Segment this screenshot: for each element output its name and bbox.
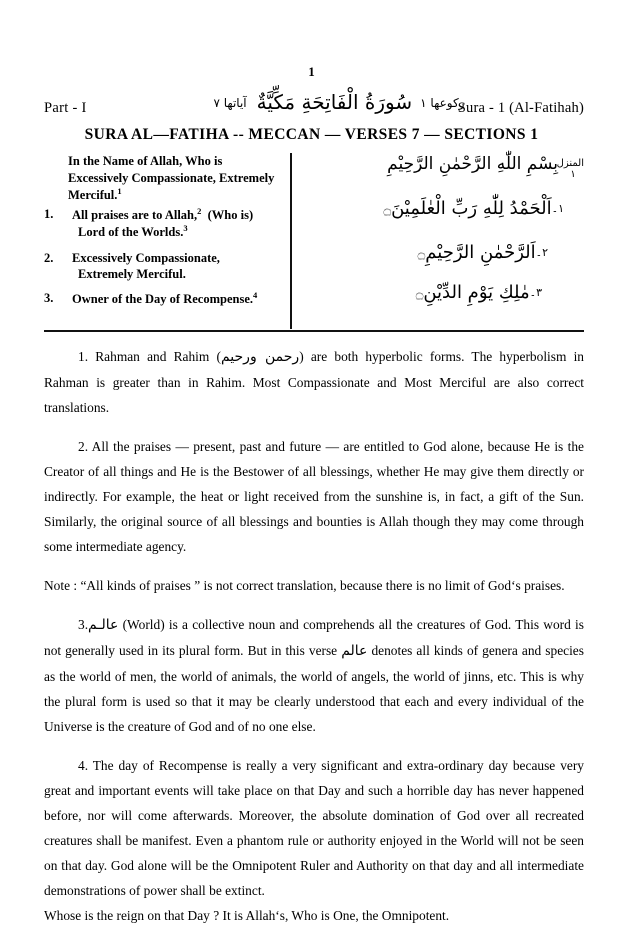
note-1-arabic-term: رحمن ورحیم <box>220 349 300 365</box>
verse-block <box>44 150 584 328</box>
basmala-english-text: In the Name of Allah, Who is Excessively Compassionate, Extremely Merciful. <box>68 154 275 203</box>
note-3-arabic-term-2: عالم <box>341 643 368 659</box>
sura-title: SURA AL—FATIHA -- MECCAN — VERSES 7 — SECTIONS 1 <box>84 126 539 143</box>
verse-line-1: All praises are to Allah, <box>72 208 198 223</box>
commentary-note-3 <box>44 612 584 739</box>
footnote-ref: 1 <box>117 186 122 197</box>
basmala-english <box>68 153 283 204</box>
footnote-ref: 4 <box>253 290 258 300</box>
verse-arabic <box>412 282 548 303</box>
commentary-note-2: 2. All the praises — present, past and future — are entitled to God alone, because He is the Creator of all things and He is the Bestower of all blessings, whether He may give them directly or indirectly. For example, the heat or light received from the sunshine is, in fact, a gift of the Sun. Similarly, the original source of all blessings and bounties is Allah though they may come through some intermediate agency. <box>44 439 584 554</box>
verse-arabic <box>379 198 570 219</box>
verse-english-text <box>72 206 284 241</box>
verse-number: 2. <box>44 251 54 265</box>
commentary-section <box>44 344 584 928</box>
verse-line-1b: (Who is) <box>207 208 254 223</box>
verse-line-2: Lord of the Worlds. <box>78 225 184 240</box>
verse-number: 1. <box>44 207 54 221</box>
note-1-part-a: 1. Rahman and Rahim ( <box>78 349 221 364</box>
ruku-count-label: رکوعها ۱ <box>420 96 465 110</box>
sura-arabic-name: سُورَةُ الْفَاتِحَةِ مَكِّيَّةٌ <box>256 90 413 114</box>
verse-end-mark: ۝ <box>417 247 426 262</box>
verse-row <box>44 206 284 241</box>
verse-english-text <box>72 250 284 283</box>
verse-line-2-wrap <box>78 223 284 240</box>
verse-end-mark: ۝ <box>383 203 392 218</box>
verse-line-1: Excessively Compassionate, <box>72 251 220 265</box>
verse-arabic-number: ۱۔ <box>551 202 564 215</box>
verse-end-mark: ۝ <box>415 287 424 302</box>
note-3-part-b: (World) is a collective noun and comprehends all the creatures of God. This word is not generally used in its plural form. But in this verse <box>44 617 584 658</box>
note-1-part-b: ) are both hyperbolic forms. The hyperbolism in Rahman is greater than in Rahim. Most Compassionate and Most Merciful are also correct translations. <box>44 349 585 415</box>
running-head-sura: Sura - 1 (Al-Fatihah) <box>457 100 584 116</box>
note-3-part-c: denotes all kinds of genera and species as the world of men, the world of animals, the world of angels, the world of jinns, etc. This is why the plural form is used so that it may be clearly understood that each and every individual of the Universe is the creature of God and of no one else. <box>44 643 584 734</box>
commentary-note-asterisk: Note : “All kinds of praises ” is not correct translation, because there is no limit of God‘s praises. <box>44 578 565 593</box>
running-head <box>44 90 584 124</box>
column-divider <box>290 153 292 329</box>
verse-line-2: Extremely Merciful. <box>78 267 186 282</box>
commentary-note-1 <box>44 344 584 420</box>
verse-arabic-text: مٰلِكِ يَوْمِ الدِّيْنِ <box>423 282 530 303</box>
verse-arabic-text: اَلرَّحْمٰنِ الرَّحِيْمِ <box>425 242 536 263</box>
note-3-number: 3. <box>78 617 89 632</box>
note-3-arabic-term: عالـم <box>88 617 119 633</box>
verse-english-text <box>72 290 284 307</box>
basmala-arabic: بِسْمِ اللّٰهِ الرَّحْمٰنِ الرَّحِيْمِ <box>387 154 558 174</box>
commentary-closing-line: Whose is the reign on that Day ? It is Allah‘s, Who is One, the Omnipotent. <box>44 908 450 923</box>
ayat-count-label: آیاتها ۷ <box>213 96 247 110</box>
running-head-part: Part - I <box>44 100 87 116</box>
verse-number: 3. <box>44 291 54 305</box>
page-number: 1 <box>308 64 315 79</box>
manzil-margin-note: المنزل ۱ <box>556 158 584 180</box>
verse-row <box>44 290 284 307</box>
verse-arabic-text: اَلْحَمْدُ لِلّٰهِ رَبِّ الْعٰلَمِيْنَ <box>391 198 552 219</box>
footnote-ref: 3 <box>183 223 188 234</box>
verse-row <box>44 250 284 283</box>
section-divider-rule <box>44 330 584 332</box>
footnote-ref: 2 <box>197 206 202 216</box>
verse-arabic <box>414 242 554 263</box>
running-head-arabic-title <box>194 90 484 114</box>
commentary-note-4: 4. The day of Recompense is really a very significant and extra-ordinary day because very great and important events will take place on that Day and such a horrible day has never happened before, nor will come afterwards. Moreover, the absolute domination of God over all recreated creatures shall be manifest. Even a phantom rule or authority enjoyed in the World will not be seen on that day. God alone will be the Omnipotent Ruler and Authority on that day and all intermediate demonstrations of power shall be extinct. <box>44 758 584 898</box>
verse-line-1: Owner of the Day of Recompense. <box>72 292 253 307</box>
verse-arabic-number: ۲۔ <box>535 246 548 259</box>
verse-arabic-number: ۳۔ <box>529 286 542 299</box>
